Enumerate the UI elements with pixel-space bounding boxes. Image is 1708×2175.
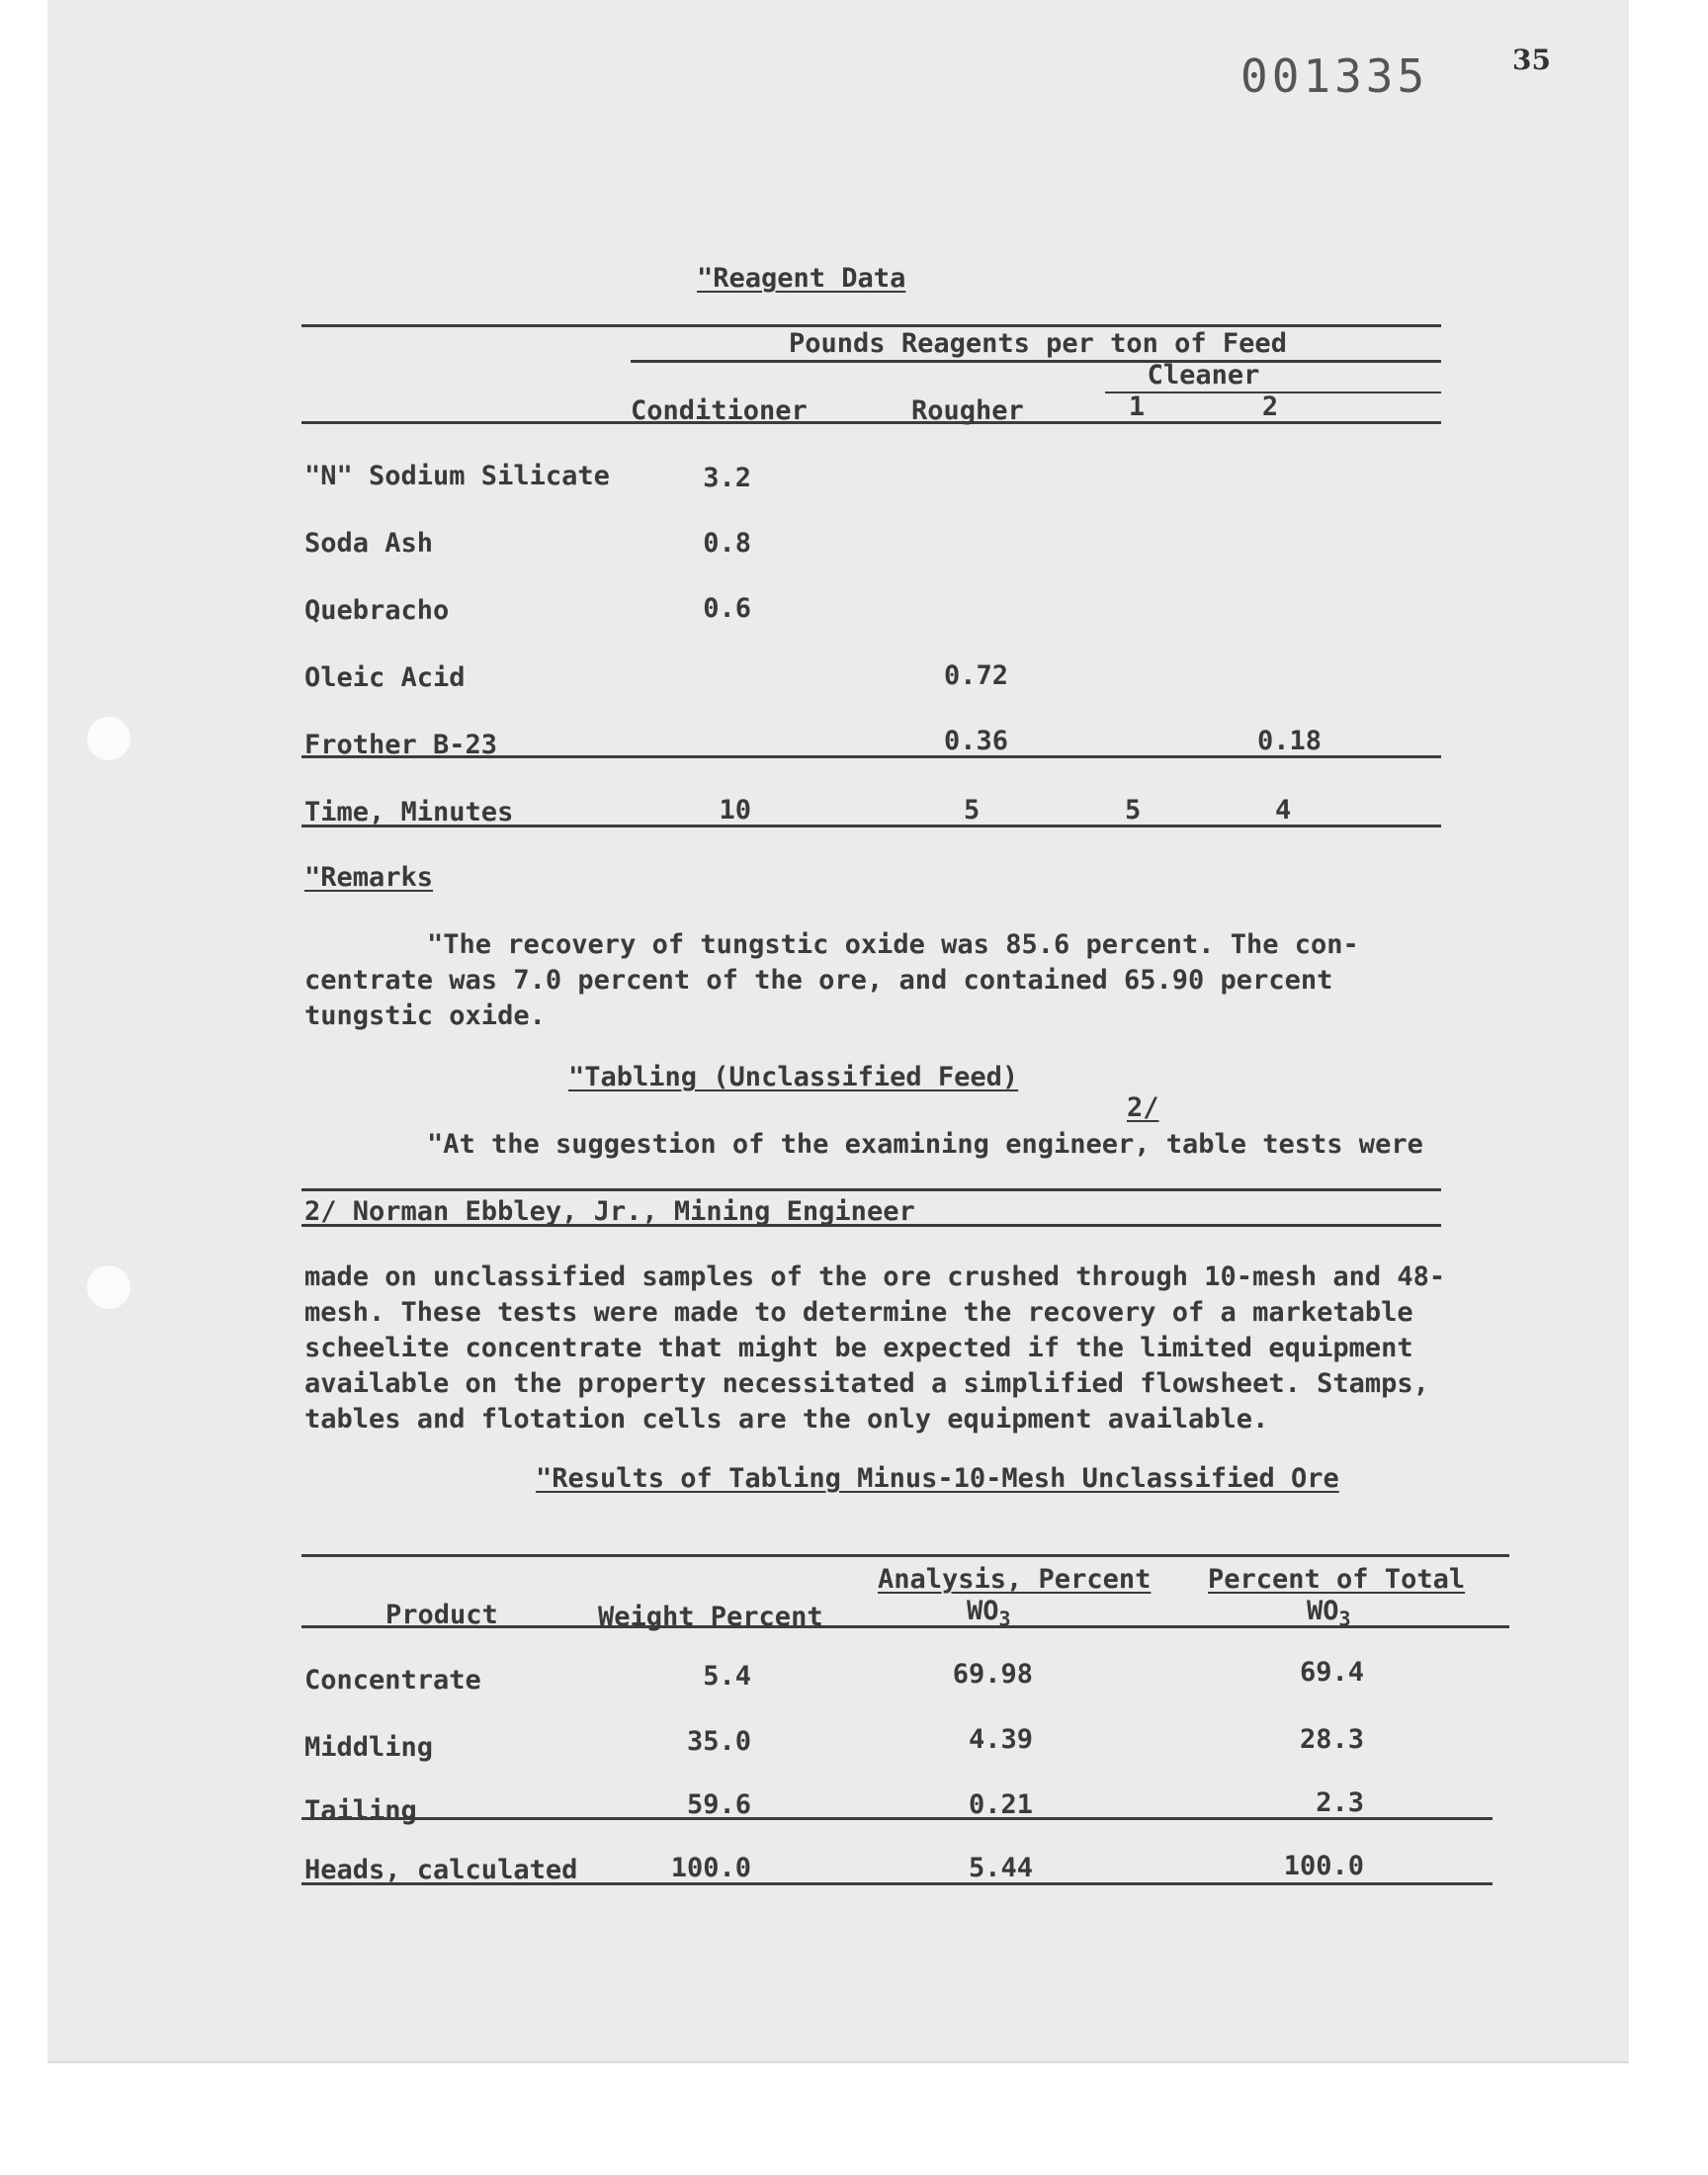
reagent-col-cleaner-2: 2 xyxy=(1261,392,1279,422)
results-product: Middling xyxy=(304,1732,434,1763)
tabling-paragraph-line: tables and flotation cells are the only equipment available. xyxy=(304,1404,1269,1435)
reagent-header-main: Pounds Reagents per ton of Feed xyxy=(789,328,1287,359)
reagent-table-bottom-rule xyxy=(301,825,1441,827)
reagent-value-conditioner: 0.6 xyxy=(703,593,751,624)
results-weight: 5.4 xyxy=(703,1661,751,1692)
reagent-value-conditioner: 10 xyxy=(719,795,751,826)
binder-hole-top xyxy=(87,717,130,760)
page-number: 35 xyxy=(1512,44,1551,76)
remarks-title: "Remarks xyxy=(304,862,434,893)
results-col-weight: Weight Percent xyxy=(598,1602,823,1632)
reagent-value-rougher: 0.72 xyxy=(944,660,1009,691)
reagent-value-rougher: 0.36 xyxy=(944,726,1009,756)
results-col-product: Product xyxy=(385,1600,498,1630)
results-total: 2.3 xyxy=(1316,1787,1364,1818)
results-weight: 35.0 xyxy=(686,1726,751,1757)
results-total: 69.4 xyxy=(1299,1657,1364,1688)
remarks-line: "The recovery of tungstic oxide was 85.6 percent. The con- xyxy=(427,929,1359,960)
document-number: 001335 xyxy=(1240,49,1429,103)
results-product: Concentrate xyxy=(304,1665,481,1696)
results-weight: 59.6 xyxy=(686,1789,751,1820)
reagent-table-top-rule xyxy=(301,324,1441,327)
results-col-analysis: Analysis, Percent xyxy=(878,1564,1152,1595)
reagent-label: "N" Sodium Silicate xyxy=(304,461,610,491)
results-col-total: Percent of Total xyxy=(1208,1564,1466,1595)
reagent-label: Quebracho xyxy=(304,595,450,626)
footnote-text: 2/ Norman Ebbley, Jr., Mining Engineer xyxy=(304,1196,915,1227)
results-product: Tailing xyxy=(304,1795,417,1826)
reagent-value-conditioner: 0.8 xyxy=(703,528,751,559)
tabling-title: "Tabling (Unclassified Feed) xyxy=(568,1062,1019,1092)
subscript: 3 xyxy=(998,1607,1011,1631)
results-title: "Results of Tabling Minus-10-Mesh Unclassified Ore xyxy=(536,1463,1339,1494)
results-analysis: 5.44 xyxy=(968,1853,1033,1883)
results-col-analysis-sub: $WO_3$ xyxy=(967,1596,1011,1631)
results-analysis: 69.98 xyxy=(952,1659,1033,1690)
reagent-col-cleaner-1: 1 xyxy=(1128,392,1146,422)
results-total: 28.3 xyxy=(1299,1724,1364,1755)
tabling-line: "At the suggestion of the examining engineer, table tests were xyxy=(427,1129,1423,1160)
reagent-value-cleaner-2: 4 xyxy=(1275,795,1292,826)
remarks-line: centrate was 7.0 percent of the ore, and contained 65.90 percent xyxy=(304,965,1333,996)
results-col-total-sub: $WO_3$ xyxy=(1307,1596,1351,1631)
reagent-header-main-rule xyxy=(631,360,1441,363)
reagent-label: Oleic Acid xyxy=(304,662,466,693)
tabling-paragraph-line: scheelite concentrate that might be expected if the limited equipment xyxy=(304,1333,1413,1363)
reagent-header-cleaner: Cleaner xyxy=(1147,360,1260,391)
reagent-col-rougher: Rougher xyxy=(911,395,1024,426)
binder-hole-bottom xyxy=(87,1265,130,1309)
reagent-header-bottom-rule xyxy=(301,421,1441,424)
results-table-bottom-rule xyxy=(301,1882,1493,1885)
results-total: 100.0 xyxy=(1283,1851,1364,1881)
results-analysis: 0.21 xyxy=(968,1789,1033,1820)
results-product: Heads, calculated xyxy=(304,1855,578,1885)
subscript: 3 xyxy=(1338,1607,1351,1631)
reagent-data-title: "Reagent Data xyxy=(697,263,906,294)
tabling-paragraph-line: mesh. These tests were made to determine the recovery of a marketable xyxy=(304,1297,1413,1328)
reagent-label: Soda Ash xyxy=(304,528,434,559)
reagent-label: Time, Minutes xyxy=(304,797,514,827)
results-analysis: 4.39 xyxy=(968,1724,1033,1755)
reagent-value-rougher: 5 xyxy=(964,795,981,826)
reagent-value-conditioner: 3.2 xyxy=(703,463,751,493)
results-totals-rule xyxy=(301,1817,1493,1820)
reagent-col-conditioner: Conditioner xyxy=(631,395,808,426)
results-table-top-rule xyxy=(301,1554,1509,1557)
tabling-paragraph-line: made on unclassified samples of the ore crushed through 10-mesh and 48- xyxy=(304,1262,1446,1292)
document-page xyxy=(47,0,1629,2063)
remarks-line: tungstic oxide. xyxy=(304,1000,546,1031)
footnote-reference: 2/ xyxy=(1127,1092,1159,1123)
reagent-label: Frother B-23 xyxy=(304,730,498,760)
footnote-bottom-rule xyxy=(301,1224,1441,1227)
reagent-value-cleaner-2: 0.18 xyxy=(1257,726,1323,756)
reagent-totals-rule xyxy=(301,755,1441,758)
reagent-value-cleaner-1: 5 xyxy=(1125,795,1142,826)
results-weight: 100.0 xyxy=(670,1853,751,1883)
results-header-bottom-rule xyxy=(301,1625,1509,1628)
footnote-top-rule xyxy=(301,1188,1441,1191)
tabling-paragraph-line: available on the property necessitated a simplified flowsheet. Stamps, xyxy=(304,1368,1429,1399)
